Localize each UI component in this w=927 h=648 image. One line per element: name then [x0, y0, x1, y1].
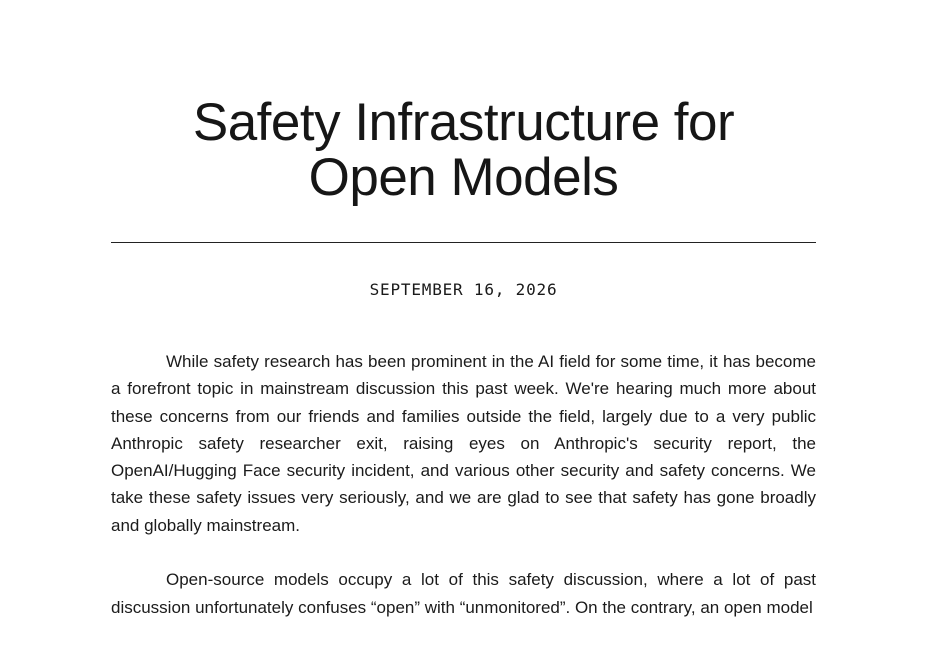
article-title: [111, 95, 816, 205]
article-body: [111, 348, 816, 648]
title-divider: [111, 242, 816, 243]
publish-date: SEPTEMBER 16, 2026: [369, 280, 558, 299]
article-paragraph-1: While safety research has been prominent in the AI field for some time, it has become a forefront topic in mainstream discussion this past week. We're hearing much more about these concerns from our friends and families outside the field, largely due to a very public Anthropic safety researcher exit, raising eyes on Anthropic's security report, the OpenAI/Hugging Face security incident, and various other security and safety concerns. We take these safety issues very seriously, and we are glad to see that safety has gone broadly and globally mainstream.: [111, 352, 816, 535]
article-paragraph-2: Open-source models occupy a lot of this safety discussion, where a lot of past discussion unfortunately confuses “open” with “unmonitored”. On the contrary, an open model: [111, 570, 816, 617]
article-title-line-1: Safety Infrastructure for: [192, 93, 735, 152]
article-title-line-2: Open Models: [308, 148, 619, 207]
